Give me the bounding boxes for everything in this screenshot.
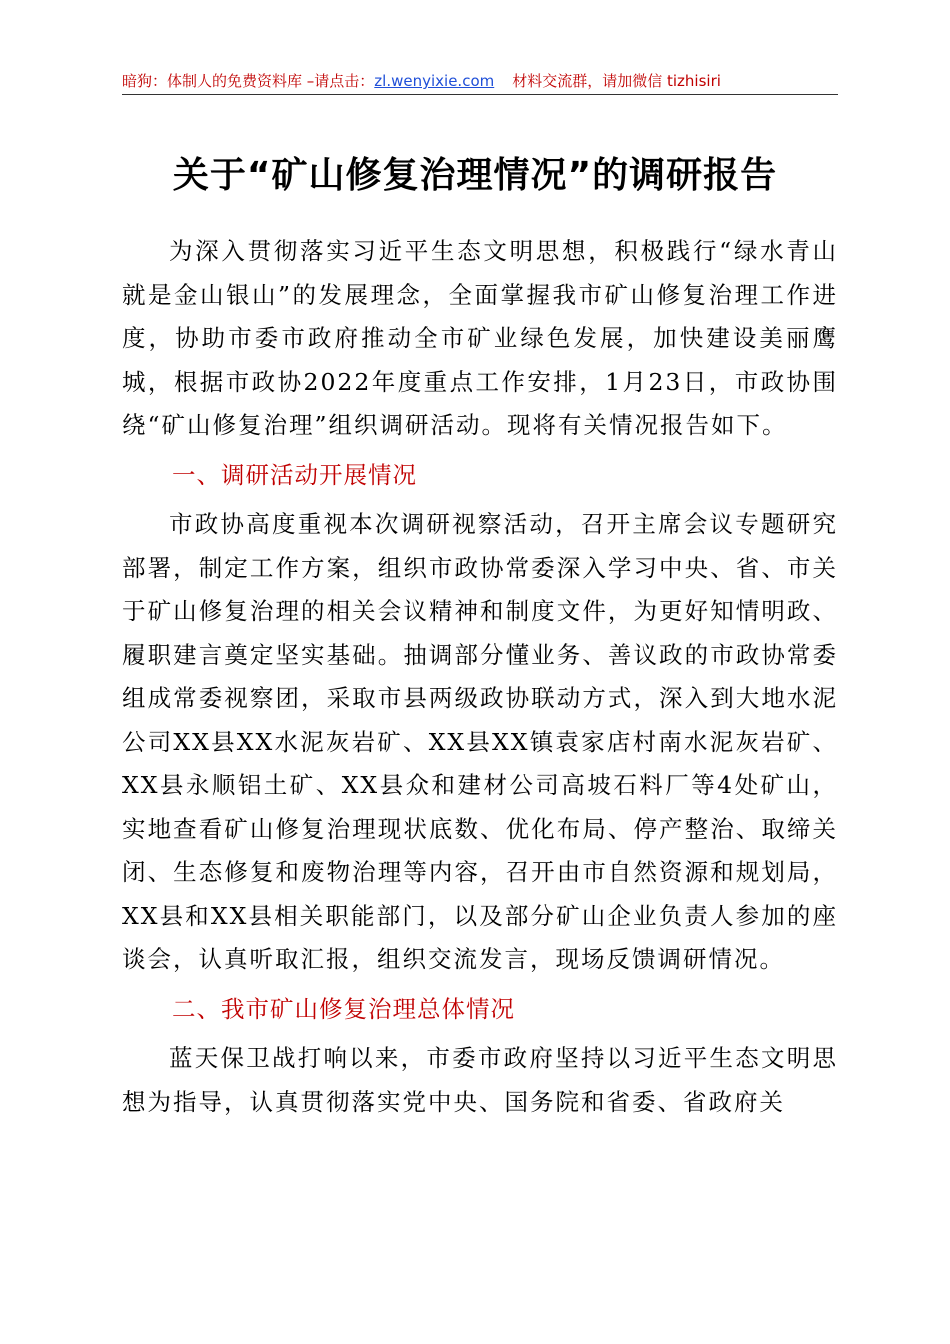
section-2-heading: 二、我市矿山修复治理总体情况	[172, 994, 515, 1023]
header-brand: 暗狗：体制人的免费资料库	[122, 72, 303, 90]
section-1-heading: 一、调研活动开展情况	[172, 460, 417, 489]
section-1-paragraph: 市政协高度重视本次调研视察活动，召开主席会议专题研究部署，制定工作方案，组织市政协常委深入学习中央、省、市关于矿山修复治理的相关会议精神和制度文件，为更好知情明政、履职建言奠定坚实基础。抽调部分懂业务、善议政的市政协常委组成常委视察团，采取市县两级政协联动方式，深入到大地水泥公司XX县XX水泥灰岩矿、XX县XX镇袁家店村南水泥灰岩矿、XX县永顺铝土矿、XX县众和建材公司高坡石料厂等4处矿山，实地查看矿山修复治理现状底数、优化布局、停产整治、取缔关闭、生态修复和废物治理等内容，召开由市自然资源和规划局，XX县和XX县相关职能部门，以及部分矿山企业负责人参加的座谈会，认真听取汇报，组织交流发言，现场反馈调研情况。	[122, 510, 838, 973]
header-separator: –请点击：	[302, 72, 375, 90]
document-title: 关于“矿山修复治理情况”的调研报告	[172, 155, 778, 196]
header-divider	[122, 94, 838, 95]
header-contact: 材料交流群，请加微信 tizhisiri	[512, 72, 721, 90]
document-body	[122, 230, 838, 1124]
section-2-paragraph: 蓝天保卫战打响以来，市委市政府坚持以习近平生态文明思想为指导，认真贯彻落实党中央、国务院和省委、省政府关	[122, 1044, 838, 1116]
page-header	[122, 68, 838, 94]
intro-paragraph: 为深入贯彻落实习近平生态文明思想，积极践行“绿水青山就是金山银山”的发展理念，全面掌握我市矿山修复治理工作进度，协助市委市政府推动全市矿业绿色发展，加快建设美丽鹰城，根据市政协2022年度重点工作安排，1月23日，市政协围绕“矿山修复治理”组织调研活动。现将有关情况报告如下。	[122, 237, 838, 439]
header-link[interactable]: zl.wenyixie.com	[374, 72, 495, 90]
